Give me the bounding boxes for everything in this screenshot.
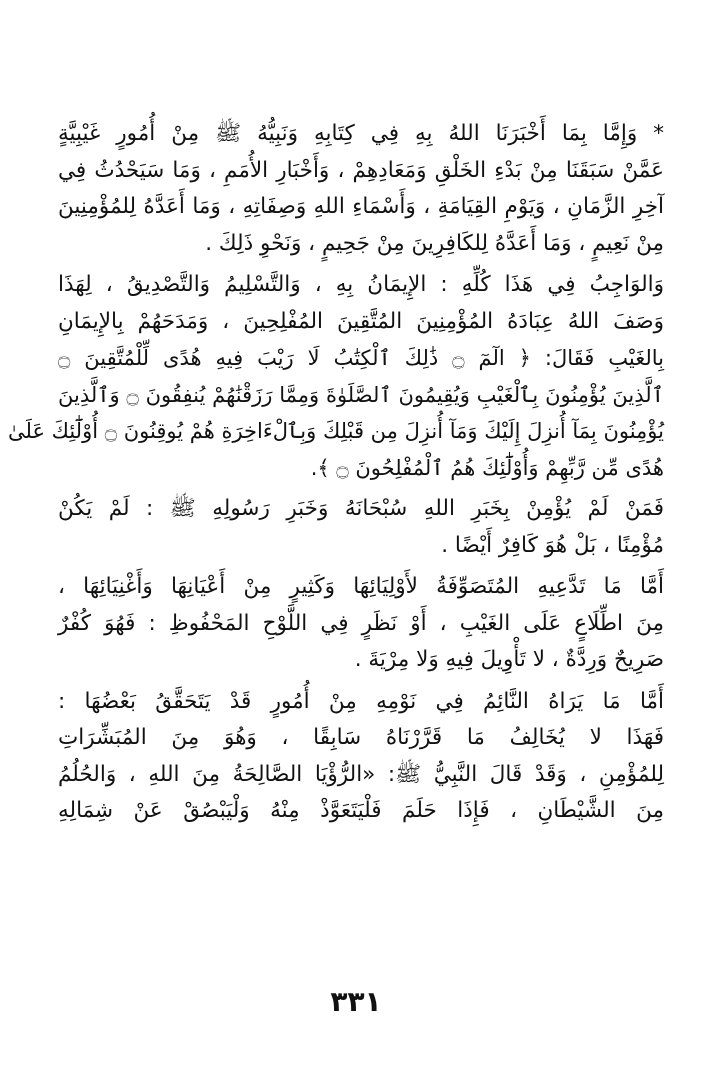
text-line: فَهَذَا لا يُخَالِفُ مَا قَرَّرْنَاهُ سَابِقًا ، وَهُوَ مِنَ المُبَشِّرَاتِ: [58, 725, 664, 750]
text-line: مِنْ نَعِيمٍ ، وَمَا أَعَدَّهُ لِلكَافِرِينَ مِنْ جَحِيمٍ ، وَنَحْوِ ذَلِكَ .: [205, 230, 664, 256]
text-line: أَمَّا مَا تَدَّعِيهِ المُتَصَوِّفَةُ لأَوْلِيَائِهَا وَكَثِيرٍ مِنْ أَعْيَانِهَا وَأَغْنِيَائِهَا ،: [58, 574, 664, 599]
text-line: * وَإِمَّا بِمَا أَخْبَرَنَا اللهُ بِهِ فِي كِتَابِهِ وَنَبِيُّهُ ﷺ مِنْ أُمُورٍ غَيْبِيَّةٍ: [58, 121, 664, 146]
text-block: [7, 116, 664, 830]
page-number: ٣٣١: [330, 985, 382, 1018]
text-line: أَمَّا مَا يَرَاهُ النَّائِمُ فِي نَوْمِهِ مِنْ أُمُورٍ قَدْ يَتَحَقَّقُ بَعْضُهَا :: [58, 688, 664, 714]
quran-verse-line: ٱلَّذِينَ يُؤْمِنُونَ بِٱلْغَيْبِ وَيُقِيمُونَ ٱلصَّلَوٰةَ وَمِمَّا رَزَقْنَٰهُمْ يُنفِقُونَ ۝ وَٱلَّذِينَ: [58, 382, 664, 407]
text-line: آخِرِ الزَّمَانِ ، وَيَوْمِ القِيَامَةِ ، وَأَسْمَاءِ اللهِ وَصِفَاتِهِ ، وَمَا أَعَدَّهُ لِلمُؤْمِنِينَ: [58, 194, 664, 219]
text-line: مُؤْمِنًا ، بَلْ هُوَ كَافِرٌ أَيْضًا .: [441, 532, 664, 558]
paragraph-1: [58, 116, 664, 262]
text-line: عَمَّنْ سَبَقَنَا مِنْ بَدْءِ الخَلْقِ وَمَعَادِهِمْ ، وَأَخْبَارِ الأُمَمِ ، وَمَا سَيَحْدُثُ فِي: [58, 157, 664, 183]
text-line: وَصَفَ اللهُ عِبَادَهُ المُؤْمِنِينَ المُتَّقِينَ المُفْلِحِينَ ، وَمَدَحَهُمْ بِالإِيمَانِ: [58, 308, 664, 334]
quran-verse-line: هُدًى مِّن رَّبِّهِمْ وَأُوْلَٰٓئِكَ هُمُ ٱلْمُفْلِحُونَ ۝ ﴾.: [310, 455, 664, 480]
text-line: صَرِيحٌ وَرِدَّةٌ ، لا تَأْوِيلَ فِيهِ وَلا مِرْيَةَ .: [354, 647, 664, 672]
paragraph-2: [7, 267, 664, 486]
paragraph-3: [58, 491, 664, 564]
paragraph-5: [58, 684, 664, 830]
text-line: فَمَنْ لَمْ يُؤْمِنْ بِخَبَرِ اللهِ سُبْحَانَهُ وَخَبَرِ رَسُولِهِ ﷺ : لَمْ يَكُنْ: [58, 496, 664, 521]
text-line: مِنَ الشَّيْطَانِ ، فَإِذَا حَلَمَ فَلْيَتَعَوَّذْ مِنْهُ وَلْيَبْصُقْ عَنْ شِمَالِهِ: [58, 798, 664, 823]
paragraph-4: [58, 569, 664, 679]
quran-verse-line: يُؤْمِنُونَ بِمَآ أُنزِلَ إِلَيْكَ وَمَآ أُنزِلَ مِن قَبْلِكَ وَبِٱلْءَاخِرَةِ هُمْ يُوقِنُونَ ۝ أُوْلَٰٓئِكَ عَلَىٰ: [7, 419, 664, 443]
text-line: لِلمُؤْمِنِ ، وَقَدْ قَالَ النَّبِيُّ ﷺ: «الرُّؤْيَا الصَّالِحَةُ مِنَ اللهِ ، وَالحُلُمُ: [58, 761, 664, 787]
text-line: مِنَ اطِّلَاعٍ عَلَى الغَيْبِ ، أَوْ نَظَرٍ فِي اللَّوْحِ المَحْفُوظِ : فَهُوَ كُفْرٌ: [58, 610, 664, 636]
quran-verse-line: بِالغَيْبِ فَقَالَ: ﴿ الٓمٓ ۝ ذَٰلِكَ ٱلْكِتَٰبُ لَا رَيْبَ فِيهِ هُدًى لِّلْمُتَّقِينَ ۝: [58, 346, 664, 370]
text-line: وَالوَاجِبُ فِي هَذَا كُلِّهِ : الإِيمَانُ بِهِ ، وَالتَّسْلِيمُ وَالتَّصْدِيقُ ، لِهَذَا: [58, 272, 664, 297]
